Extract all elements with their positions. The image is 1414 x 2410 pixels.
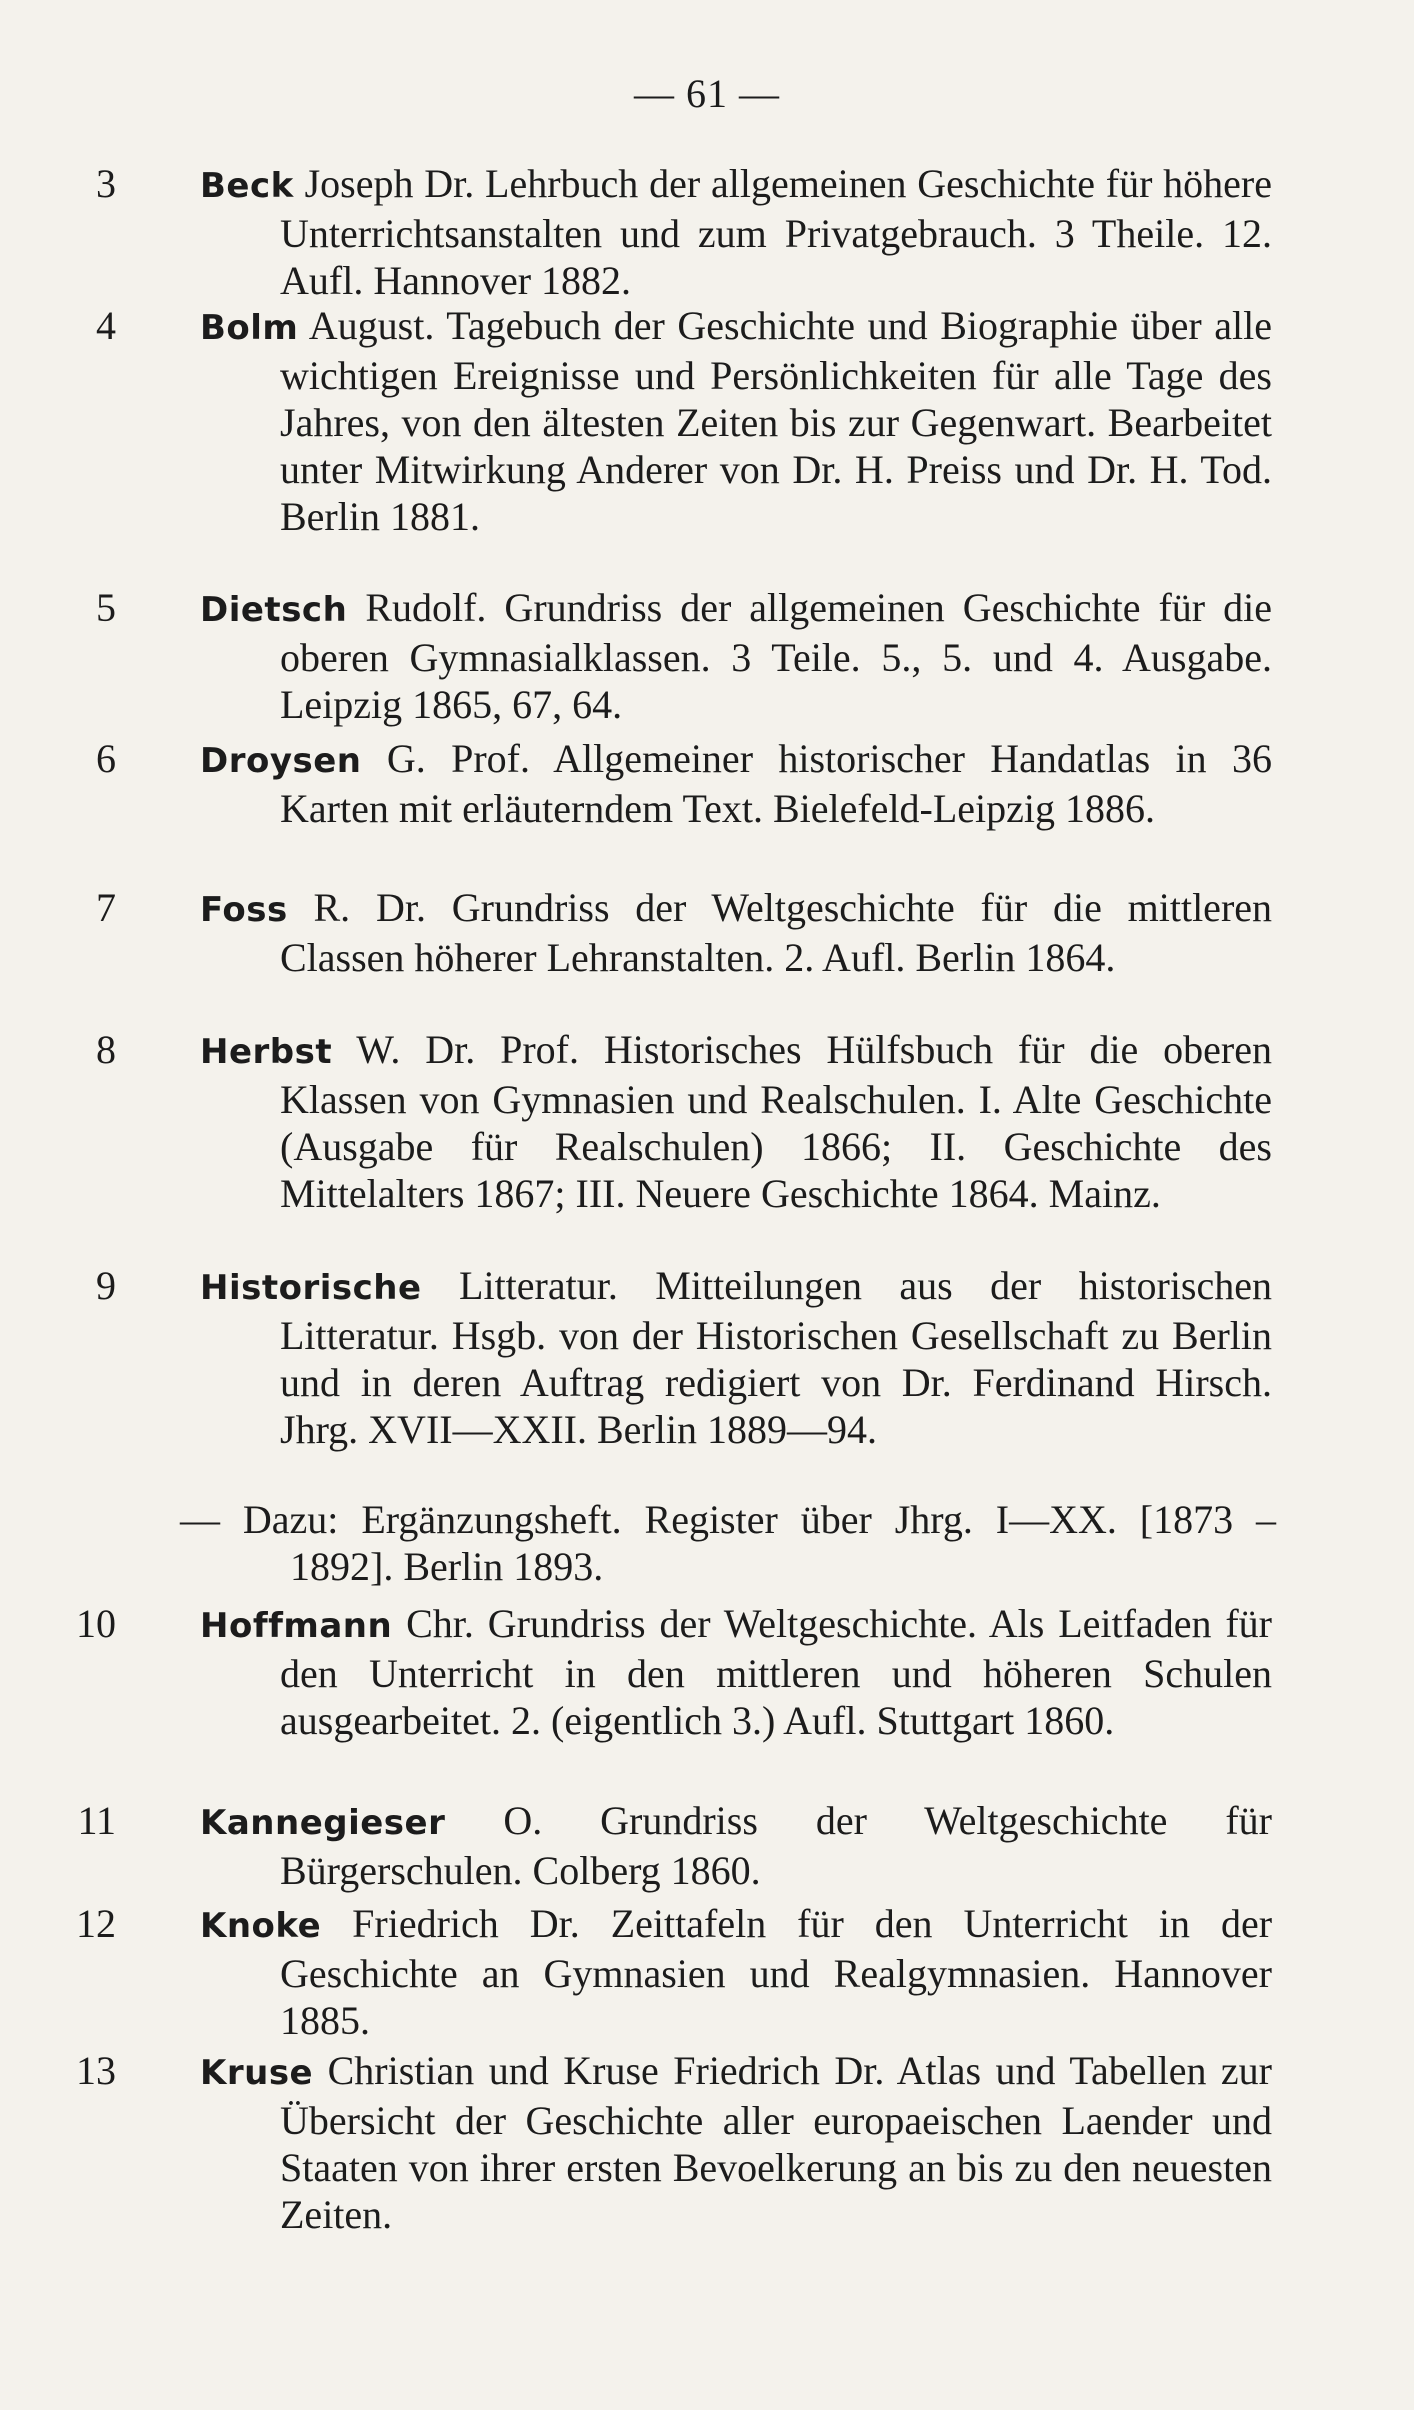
supplement-note: — Dazu: Ergänzungsheft. Register über Jhrg. I—XX. [1873 – 1892]. Berlin 1893. [180, 1497, 1276, 1589]
entry-number: 3 [96, 161, 116, 206]
entry-text [170, 2047, 1272, 2238]
entry-author: Historische [200, 1268, 422, 1308]
entry-number: 8 [96, 1027, 116, 1072]
entry-text [170, 1600, 1272, 1744]
entry-description: G. Prof. Allgemeiner historischer Handatlas in 36 Karten mit erläuterndem Text. Bielefeld-Leipzig 1886. [280, 736, 1273, 831]
entry-text [170, 1797, 1272, 1894]
entry-description: Litteratur. Mitteilungen aus der historischen Litteratur. Hsgb. von der Historischen Gesellschaft zu Berlin und in deren Auftrag redigiert von Dr. Ferdinand Hirsch. Jhrg. XVII—XXII. Berlin 1889—94. [280, 1263, 1273, 1452]
entry-author: Herbst [200, 1032, 333, 1072]
entry-author: Kruse [200, 2053, 314, 2093]
entry-text [170, 1262, 1272, 1453]
entry-author: Dietsch [200, 590, 348, 630]
entry-description: Christian und Kruse Friedrich Dr. Atlas und Tabellen zur Übersicht der Geschichte aller europaeischen Laender und Staaten von ihrer ersten Bevoelkerung an bis zu den neuesten Zeiten. [280, 2048, 1272, 2237]
entry-description: W. Dr. Prof. Historisches Hülfsbuch für die oberen Klassen von Gymnasien und Realschulen. I. Alte Geschichte (Ausgabe für Realschulen) 1866; II. Geschichte des Mittelalters 1867; III. Neuere Geschichte 1864. Mainz. [280, 1027, 1272, 1216]
entry-number: 4 [96, 303, 116, 348]
entry-text [170, 584, 1272, 728]
entry-author: Kannegieser [200, 1803, 446, 1843]
entry-text [170, 160, 1272, 304]
entry-author: Knoke [200, 1906, 322, 1946]
entry-description: Rudolf. Grundriss der allgemeinen Geschichte für die oberen Gymnasialklassen. 3 Teile. 5., 5. und 4. Ausgabe. Leipzig 1865, 67, 64. [280, 585, 1272, 727]
entry-author: Hoffmann [200, 1606, 393, 1646]
page-number: — 61 — [634, 71, 780, 116]
entry-number: 5 [96, 585, 116, 630]
entry-text [170, 302, 1272, 540]
entry-number: 13 [76, 2048, 116, 2093]
entry-author: Bolm [200, 308, 299, 348]
entry-author: Foss [200, 890, 288, 930]
entry-text [170, 884, 1272, 981]
entry-description: R. Dr. Grundriss der Weltgeschichte für die mittleren Classen höherer Lehranstalten. 2. Aufl. Berlin 1864. [280, 885, 1273, 980]
entry-description: August. Tagebuch der Geschichte und Biographie über alle wichtigen Ereignisse und Persönlichkeiten für alle Tage des Jahres, von den ältesten Zeiten bis zur Gegenwart. Bearbeitet unter Mitwirkung Anderer von Dr. H. Preiss und Dr. H. Tod. Berlin 1881. [280, 303, 1272, 539]
entry-number: 11 [77, 1798, 116, 1843]
entry-number: 9 [96, 1263, 116, 1308]
entry-text [170, 1026, 1272, 1217]
entry-description: Friedrich Dr. Zeittafeln für den Unterricht in der Geschichte an Gymnasien und Realgymnasien. Hannover 1885. [280, 1901, 1273, 2043]
entry-description: Joseph Dr. Lehrbuch der allgemeinen Geschichte für höhere Unterrichtsanstalten und zum Privatgebrauch. 3 Theile. 12. Aufl. Hannover 1882. [280, 161, 1273, 303]
entry-number: 12 [76, 1901, 116, 1946]
entry-author: Droysen [200, 741, 362, 781]
entry-text [170, 735, 1272, 832]
entry-author: Beck [200, 166, 294, 206]
entry-number: 10 [76, 1601, 116, 1646]
entry-description: O. Grundriss der Weltgeschichte für Bürgerschulen. Colberg 1860. [280, 1798, 1272, 1893]
entry-text [170, 1900, 1272, 2044]
entry-number: 7 [96, 885, 116, 930]
entry-number: 6 [96, 736, 116, 781]
entry-description: Chr. Grundriss der Weltgeschichte. Als Leitfaden für den Unterricht in den mittleren und höheren Schulen ausgearbeitet. 2. (eigentlich 3.) Aufl. Stuttgart 1860. [280, 1601, 1273, 1743]
